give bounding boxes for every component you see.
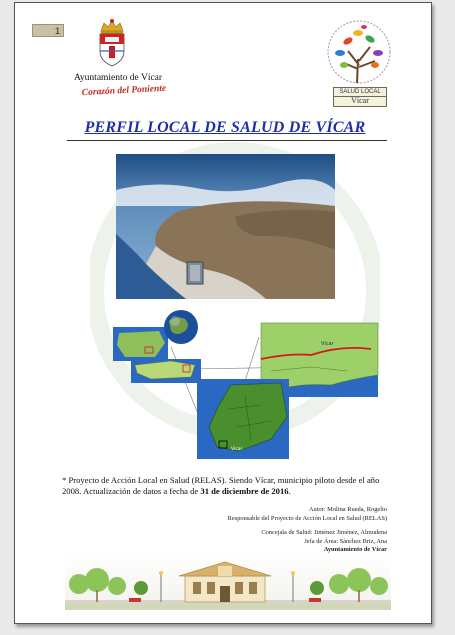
credit-area-head: Jefa de Área: Sánchez Briz, Ana xyxy=(304,537,387,545)
program-logo-line1: SALUD LOCAL xyxy=(339,89,381,95)
intro-paragraph xyxy=(62,475,394,496)
document-page xyxy=(14,2,432,624)
intro-end: . xyxy=(288,485,291,496)
coat-of-arms-icon xyxy=(95,17,129,69)
credit-author: Autor: Molina Rueda, Rogelio xyxy=(308,506,387,513)
andalusia-map xyxy=(131,359,201,383)
credit-institution: Ayuntamiento de Vícar xyxy=(323,546,387,554)
aerial-photo xyxy=(116,154,335,299)
credit-councillor: Concejala de Salud: Jiménez Jiménez, Almudena xyxy=(261,529,387,537)
organization-name: Ayuntamiento de Vícar xyxy=(73,73,163,83)
program-logo-caption xyxy=(333,87,387,107)
health-tree-logo-icon xyxy=(318,17,400,97)
credit-author-role: Responsable del Proyecto de Acción Local en Salud (RELAS) xyxy=(227,514,387,522)
document-title: PERFIL LOCAL DE SALUD DE VÍCAR xyxy=(84,119,366,136)
main-town-map-label: Vícar xyxy=(321,341,334,347)
province-map-label: Vícar xyxy=(231,447,243,452)
spain-map xyxy=(113,327,168,361)
location-map-collage xyxy=(111,309,401,461)
program-logo-line2: Vícar xyxy=(334,96,386,105)
province-map xyxy=(197,379,289,459)
intro-text: * Proyecto de Acción Local en Salud (RELAS). Siendo Vícar, municipio piloto desde el año 2008. Actualización de datos a fecha de xyxy=(62,475,380,496)
update-date: 31 de diciembre de 2016 xyxy=(200,485,289,496)
organization-slogan: Corazón del Poniente xyxy=(81,83,167,99)
town-illustration-strip xyxy=(65,554,391,610)
page-number-badge: 1 xyxy=(32,24,64,37)
credits-block xyxy=(127,506,387,555)
globe-icon xyxy=(164,310,198,344)
